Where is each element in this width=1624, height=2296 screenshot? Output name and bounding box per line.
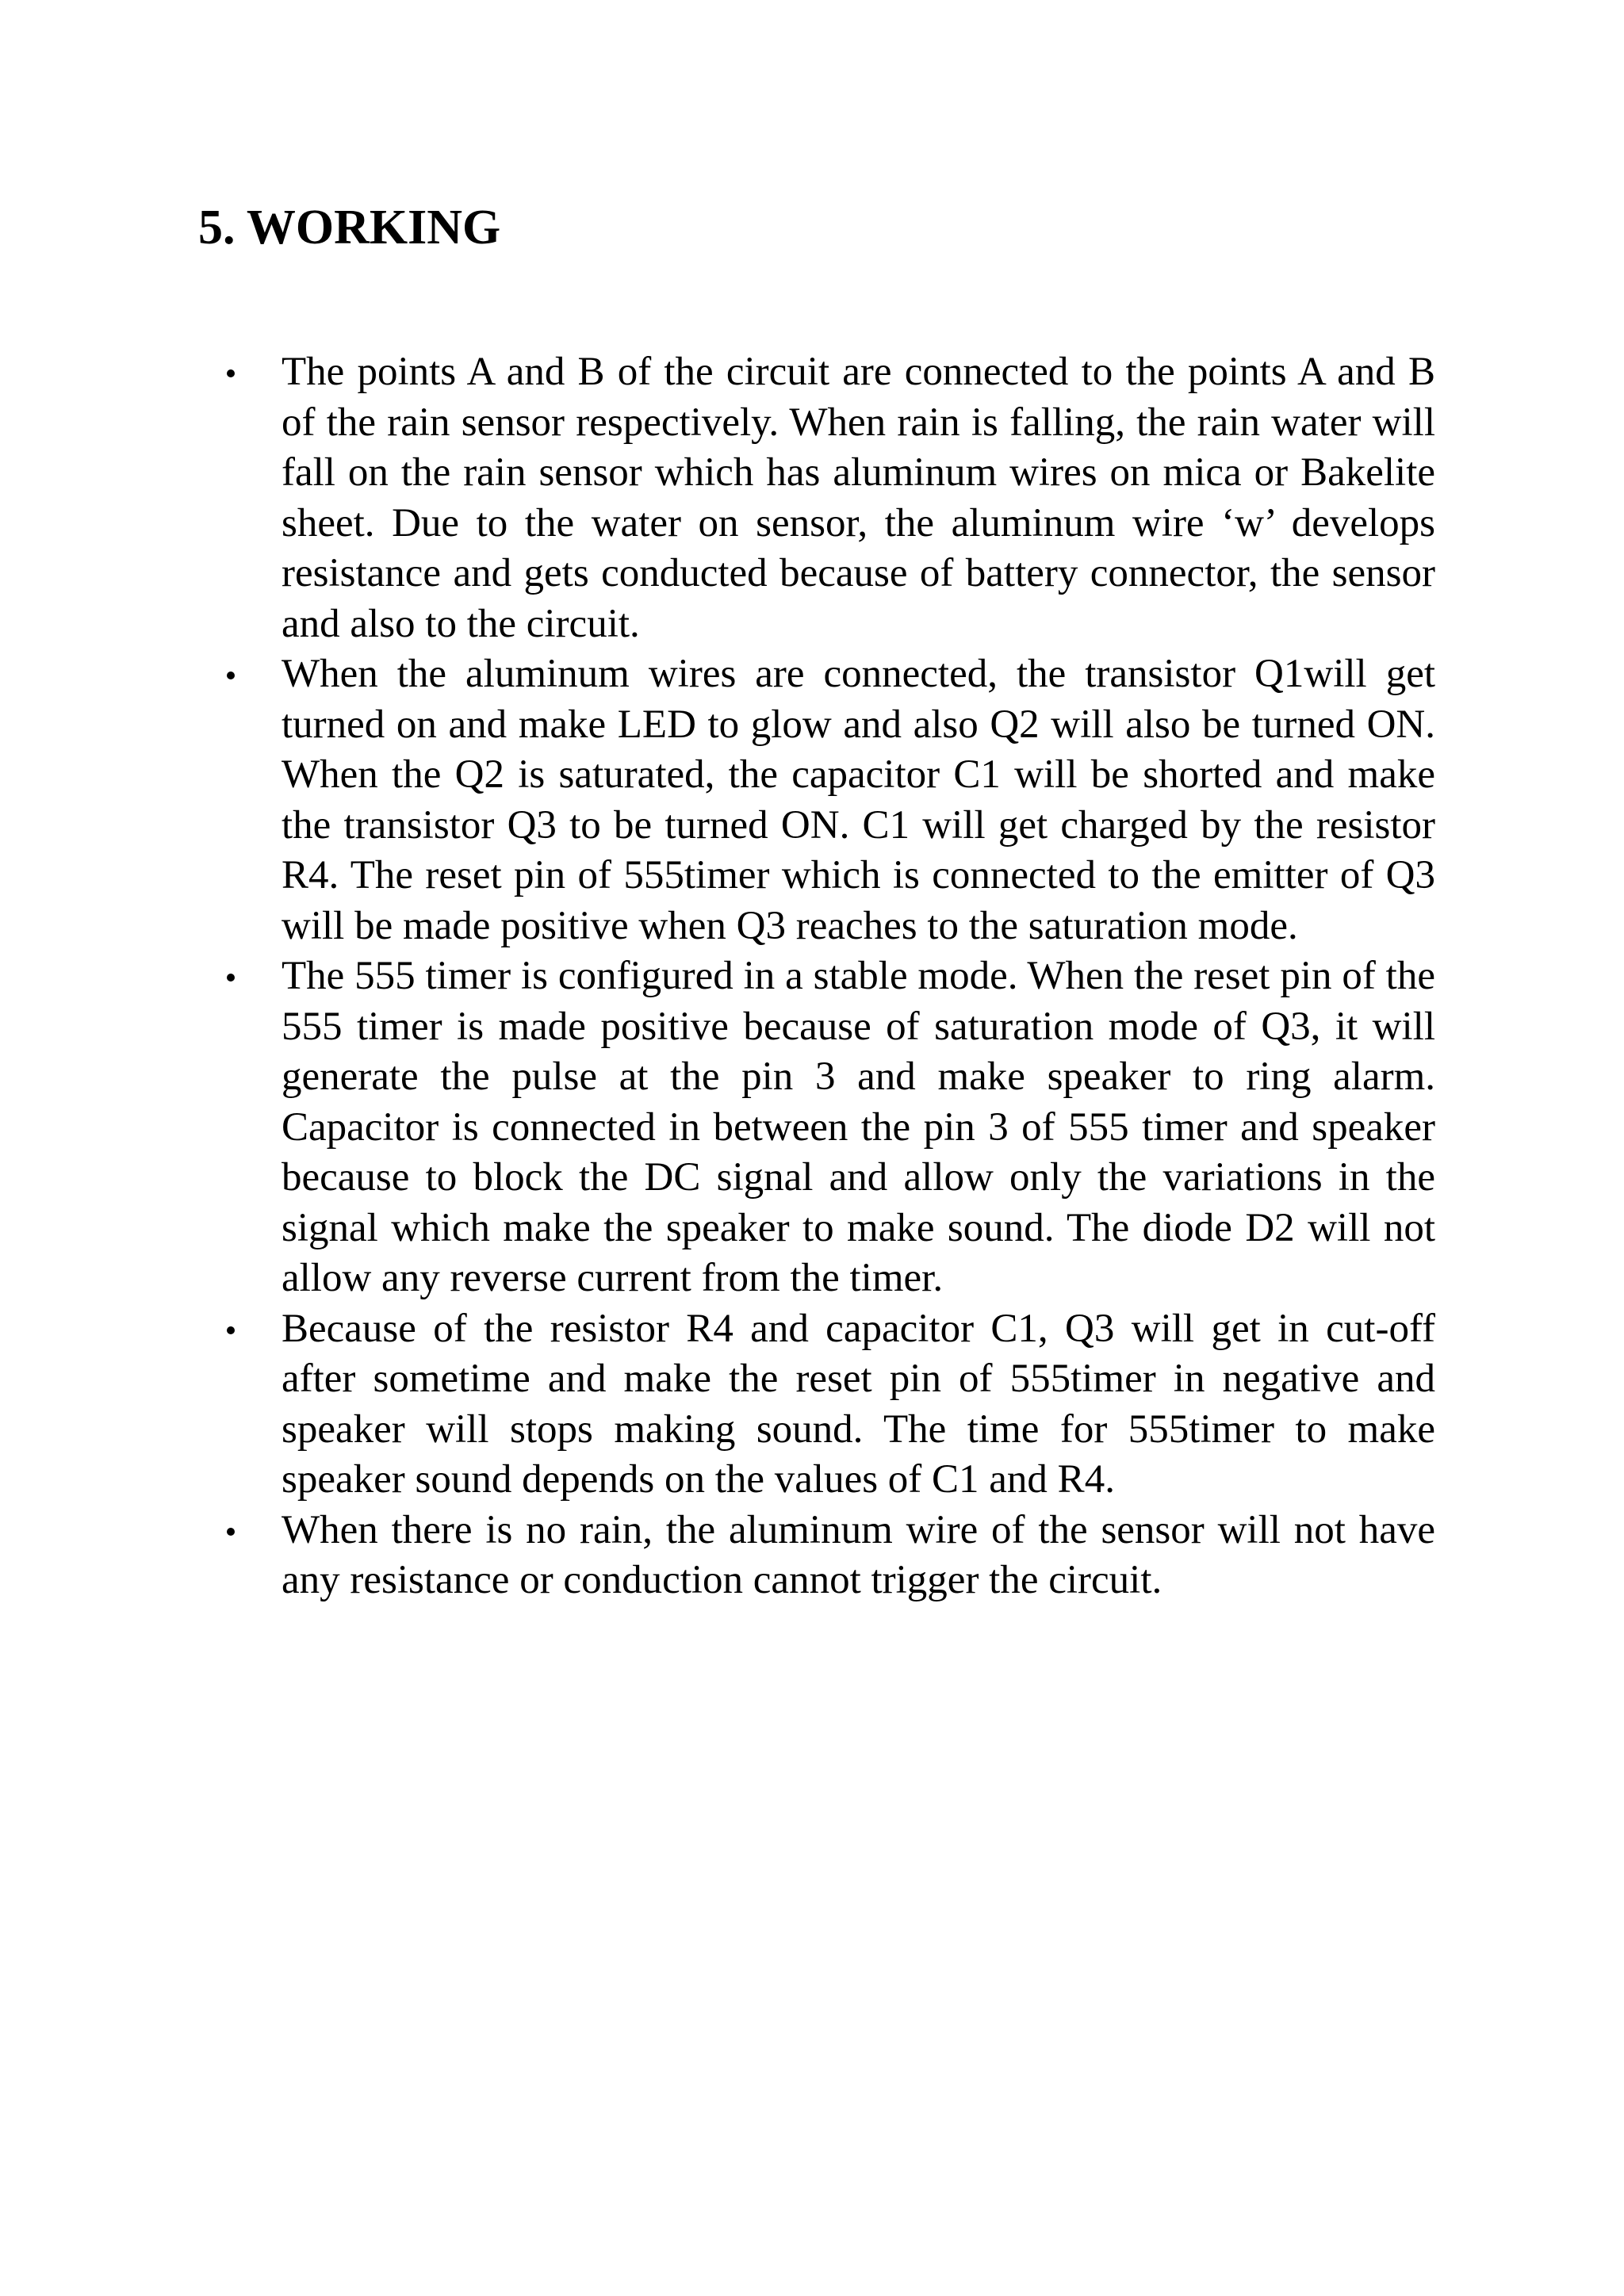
list-item — [198, 1304, 1435, 1506]
section-title: 5. WORKING — [198, 201, 501, 254]
bullet-dot-icon — [227, 369, 235, 377]
bullet-dot-icon — [227, 672, 235, 679]
bullet-text: The points A and B of the circuit are connected to the points A and B of the rain sensor respectively. When rain is falling, the rain water will fall on the rain sensor which has aluminum wires on mica or Bakelite sheet. Due to the water on sensor, the aluminum wire ‘w’ develops resistance and gets conducted because of battery connector, the sensor and also to the circuit. — [282, 350, 1435, 646]
bullet-text: The 555 timer is configured in a stable mode. When the reset pin of the 555 timer is made positive because of saturation mode of Q3, it will generate the pulse at the pin 3 and make speaker to ring alarm. Capacitor is connected in between the pin 3 of 555 timer and speaker because to block the DC signal and allow only the variations in the signal which make the speaker to make sound. The diode D2 will not allow any reverse current from the timer. — [282, 954, 1435, 1300]
bullet-dot-icon — [227, 1528, 235, 1536]
bullet-dot-icon — [227, 1326, 235, 1334]
bullet-text: When the aluminum wires are connected, the transistor Q1will get turned on and make LED to glow and also Q2 will also be turned ON. When the Q2 is saturated, the capacitor C1 will be shorted and make the transistor Q3 to be turned ON. C1 will get charged by the resistor R4. The reset pin of 555timer which is connected to the emitter of Q3 will be made positive when Q3 reaches to the saturation mode. — [282, 652, 1435, 948]
list-item — [198, 951, 1435, 1304]
bullet-text: When there is no rain, the aluminum wire of the sensor will not have any resistance or conduction cannot trigger the circuit. — [282, 1507, 1435, 1602]
bullet-text: Because of the resistor R4 and capacitor C1, Q3 will get in cut-off after sometime and make the reset pin of 555timer in negative and speaker will stops making sound. The time for 555timer to make speaker sound depends on the values of C1 and R4. — [282, 1306, 1435, 1502]
bullet-dot-icon — [227, 974, 235, 982]
list-item — [198, 649, 1435, 951]
list-item — [198, 1506, 1435, 1606]
working-bullet-list — [198, 347, 1435, 1606]
list-item — [198, 347, 1435, 649]
